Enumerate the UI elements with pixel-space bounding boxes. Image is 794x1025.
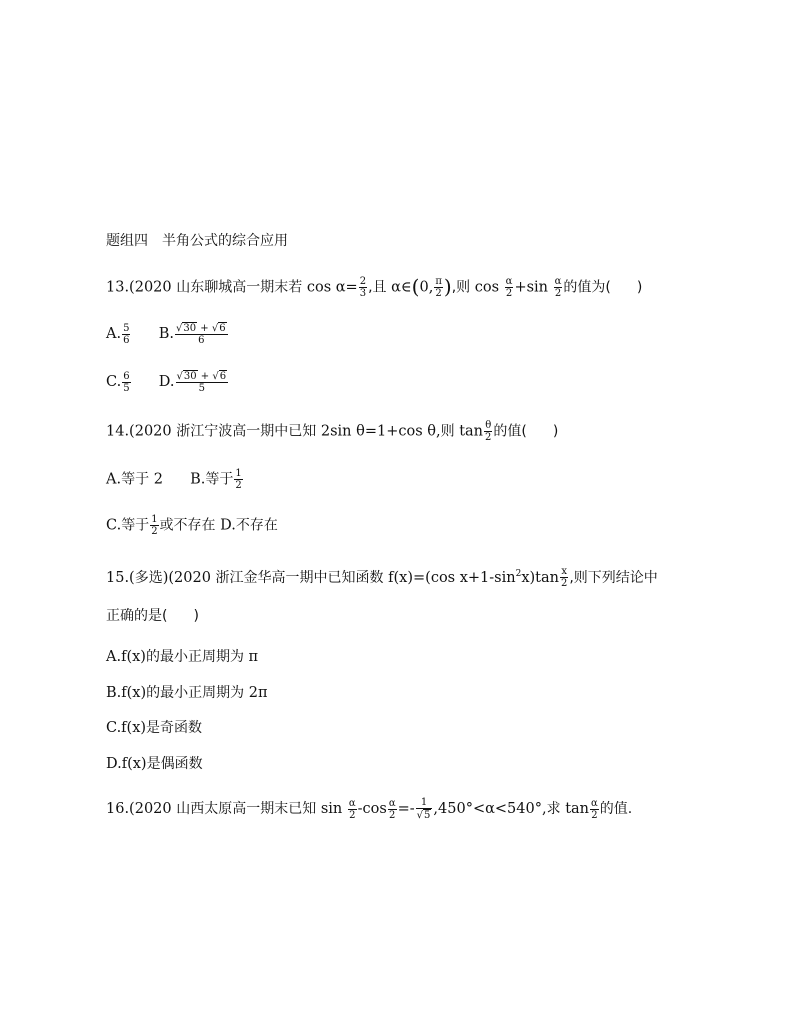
q14-text-1: 已知 xyxy=(288,423,317,440)
question-14 xyxy=(106,420,558,443)
q13-text-3: ,则 xyxy=(451,279,471,296)
q14-option-c-value: $\frac{1}{2}$ xyxy=(151,514,158,537)
q15-tag: 多选 xyxy=(134,569,163,586)
q16-equals-minus: =- xyxy=(397,801,415,817)
q14-option-b-value: $\frac{1}{2}$ xyxy=(235,468,242,491)
q13-source: 山东聊城高一期末 xyxy=(176,279,289,296)
q13-fraction-pi-half: $\frac{\pi}{2}$ xyxy=(435,276,442,299)
q15-option-d-label: D.f(x) xyxy=(106,756,147,772)
q14-options-cd xyxy=(106,514,278,537)
q16-fraction-alpha-half-3: $\frac{\alpha}{2}$ xyxy=(591,797,598,821)
q13-cos-alpha: cos α= xyxy=(306,279,358,296)
q14-option-d-text: 不存在 xyxy=(235,517,278,534)
q16-fraction-alpha-half-2: $\frac{\alpha}{2}$ xyxy=(388,797,396,821)
q13-option-d-label: D. xyxy=(158,374,175,390)
q15-option-d-text: 是偶函数 xyxy=(146,756,203,772)
q13-options-ab xyxy=(106,322,229,346)
q15-text-3: 正确的是( xyxy=(106,608,168,624)
q14-fraction-theta-half: $\frac{\theta}{2}$ xyxy=(485,420,492,443)
q14-tan: tan xyxy=(459,423,484,440)
q15-function-right: x)tan xyxy=(521,569,559,586)
q13-option-a-value: $\frac{5}{6}$ xyxy=(123,322,130,346)
q15-function-left: f(x)=(cos x+1-sin xyxy=(388,569,516,586)
q15-line-2 xyxy=(106,606,199,626)
q16-text-1: 已知 xyxy=(288,801,317,817)
q13-option-a-label: A. xyxy=(106,326,122,342)
q13-alpha-in: α∈ xyxy=(391,279,412,296)
q16-range: ,450°<α<540°, xyxy=(433,801,547,817)
q13-option-b-label: B. xyxy=(158,326,174,342)
q15-text-2: ,则下列结论中 xyxy=(569,569,658,586)
q15-option-a-text: 的最小正周期为 xyxy=(145,649,244,665)
q13-option-c-value: $\frac{6}{5}$ xyxy=(123,370,130,394)
group-title: 题组四 半角公式的综合应用 xyxy=(106,233,288,249)
q13-fraction-alpha-half-2: $\frac{\alpha}{2}$ xyxy=(554,276,562,299)
q14-option-b-label: B. xyxy=(190,471,206,488)
q15-paren: )(2020 xyxy=(162,569,211,586)
q14-option-c-label: C. xyxy=(106,517,122,534)
q14-option-a-text: 等于 xyxy=(121,471,150,488)
q15-number: 15.( xyxy=(106,569,135,586)
q15-option-a xyxy=(106,647,258,667)
q13-zero: 0, xyxy=(419,279,434,296)
q15-option-a-label: A.f(x) xyxy=(106,649,146,665)
question-15 xyxy=(106,564,658,589)
q14-option-a-label: A. xyxy=(106,471,122,488)
q13-option-c-label: C. xyxy=(106,374,122,390)
q16-number: 16.(2020 xyxy=(106,801,172,817)
q16-sin: sin xyxy=(320,801,343,817)
q15-fraction-x-half: $\frac{x}{2}$ xyxy=(560,566,568,590)
q15-option-b-label: B.f(x) xyxy=(106,685,147,701)
q16-text-3: 的值. xyxy=(599,801,633,817)
q13-cos: cos xyxy=(474,279,500,296)
q13-option-b-value: $\frac{√30 + √6}{6}$ xyxy=(175,323,226,346)
q13-left-paren: ( xyxy=(411,274,420,299)
q14-text-2: 则 xyxy=(440,423,455,440)
q15-option-c-text: 是奇函数 xyxy=(146,720,203,736)
q16-text-2: 求 xyxy=(546,801,561,817)
q16-minus-cos: -cos xyxy=(357,801,387,817)
question-13 xyxy=(106,276,642,299)
q16-tan: tan xyxy=(565,801,590,817)
q13-text-1: 若 xyxy=(288,279,303,296)
question-16 xyxy=(106,797,632,821)
q13-fraction-alpha-half-1: $\frac{\alpha}{2}$ xyxy=(505,276,513,299)
q15-option-a-value: π xyxy=(243,649,259,665)
q13-right-paren: ) xyxy=(443,274,452,299)
q13-text-4: 的值为( xyxy=(563,279,611,296)
q14-option-d-label: D. xyxy=(220,517,236,534)
q13-option-d-value: $\frac{√30 + √6}{5}$ xyxy=(176,371,227,394)
q15-option-c-label: C.f(x) xyxy=(106,720,147,736)
q15-option-b xyxy=(106,683,268,703)
q13-text-5: ) xyxy=(636,279,643,296)
q14-option-a-value: 2 xyxy=(149,471,163,488)
q14-text-3: 的值( xyxy=(493,423,527,440)
q15-square: 2 xyxy=(515,569,522,579)
q14-option-b-text: 等于 xyxy=(205,471,234,488)
q15-option-b-text: 的最小正周期为 xyxy=(146,685,245,701)
q14-source: 浙江宁波高一期中 xyxy=(176,423,289,440)
q14-equation: 2sin θ=1+cos θ, xyxy=(320,423,441,440)
q14-option-c-text-2: 或不存在 xyxy=(159,517,216,534)
q14-text-4: ) xyxy=(552,423,559,440)
q15-source: 浙江金华高一期中 xyxy=(215,569,328,586)
q14-option-c-text: 等于 xyxy=(121,517,150,534)
q13-text-2: ,且 xyxy=(368,279,387,296)
q15-option-d xyxy=(106,754,203,774)
q13-plus-sin: +sin xyxy=(514,279,549,296)
q15-text-4: ) xyxy=(193,608,199,624)
q15-text-1: 已知函数 xyxy=(327,569,384,586)
q16-fraction-alpha-half-1: $\frac{\alpha}{2}$ xyxy=(348,797,356,821)
q16-fraction-one-over-root5: $\frac{1}{√5}$ xyxy=(416,797,431,821)
q15-option-b-value: 2π xyxy=(244,685,268,701)
q14-number: 14.(2020 xyxy=(106,423,172,440)
q13-fraction-two-thirds: $\frac{2}{3}$ xyxy=(359,276,367,299)
q15-option-c xyxy=(106,718,202,738)
q16-source: 山西太原高一期末 xyxy=(176,801,289,817)
q13-options-cd xyxy=(106,370,229,394)
q13-number: 13.(2020 xyxy=(106,279,172,296)
q14-options-ab xyxy=(106,468,244,491)
